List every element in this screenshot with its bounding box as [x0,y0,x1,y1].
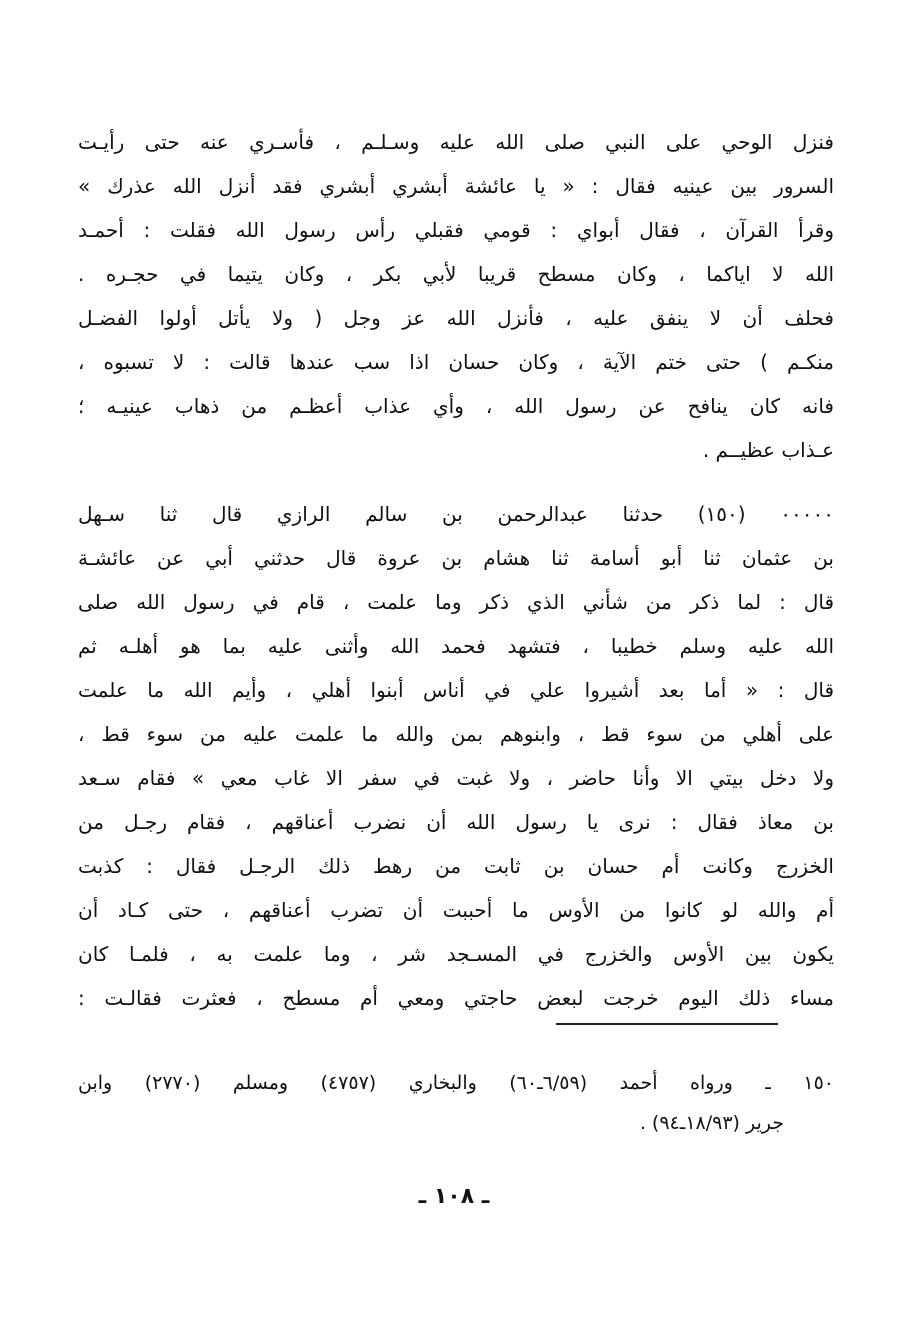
text-line: يكون بين الأوس والخزرج في المسـجد شر ، وما علمت به ، فلمـا كان [78,942,834,966]
text-line: الخزرج وكانت أم حسان بن ثابت من رهط ذلك الرجـل فقال : كذبت [78,854,834,878]
text-line: ولا دخل بيتي الا وأنا حاضر ، ولا غبت في سفر الا غاب معي » فقام سـعد [78,766,834,790]
text-line: عـذاب عظيــم . [702,438,834,462]
text-line: قال : لما ذكر من شأني الذي ذكر وما علمت ، قام في رسول الله صلى [78,590,834,614]
paragraph-1 [78,120,834,472]
text-line: بن عثمان ثنا أبو أسامة ثنا هشام بن عروة قال حدثني أبي عن عائشـة [78,546,834,570]
text-line: الله عليه وسلم خطيبا ، فتشهد فحمد الله وأثنى عليه بما هو أهلـه ثم [78,634,834,658]
footnote-divider [556,1023,778,1025]
text-line: ٠٠٠٠٠ (١٥٠) حدثنا عبدالرحمن بن سالم الرازي قال ثنا سـهل [78,502,834,526]
text-line: أم والله لو كانوا من الأوس ما أحببت أن تضرب أعناقهم ، حتى كـاد أن [78,898,834,922]
text-line: مساء ذلك اليوم خرجت لبعض حاجتي ومعي أم مسطح ، فعثرت فقالـت : [78,986,834,1010]
text-line: بن معاذ فقال : نرى يا رسول الله أن نضرب أعناقهم ، فقام رجـل من [78,810,834,834]
text-line: الله لا اياكما ، وكان مسطح قريبا لأبي بكر ، وكان يتيما في حجـره . [78,262,834,286]
paragraph-2 [78,492,834,1020]
text-line: فانه كان ينافح عن رسول الله ، وأي عذاب أعظـم من ذهاب عينيـه ؛ [78,394,834,418]
text-line: السرور بين عينيه فقال : « يا عائشة أبشري أبشري فقد أنزل الله عذرك » [78,174,834,198]
text-line: فنزل الوحي على النبي صلى الله عليه وسـلـم ، فأسـري عنه حتى رأيـت [78,130,834,154]
text-line: منكـم ) حتى ختم الآية ، وكان حسان اذا سب عندها قالت : لا تسبوه ، [78,350,834,374]
text-line: على أهلي من سوء قط ، وابنوهم بمن والله ما علمت عليه من سوء قط ، [78,722,834,746]
footnote-line: جرير (١٨/٩٣ـ٩٤) . [639,1112,784,1134]
text-line: وقرأ القرآن ، فقال أبواي : قومي فقبلي رأس رسول الله فقلت : أحمـد [78,218,834,242]
footnote [78,1063,834,1143]
text-line: قال : « أما بعد أشيروا علي في أناس أبنوا أهلي ، وأيم الله ما علمت [78,678,834,702]
page-number: ـ ١٠٨ ـ [418,1184,490,1209]
text-line: فحلف أن لا ينفق عليه ، فأنزل الله عز وجل ( ولا يأتل أولوا الفضـل [78,306,834,330]
footnote-line: ١٥٠ ـ ورواه أحمد (٦/٥٩ـ٦٠) والبخاري (٤٧٥٧) ومسلم (٢٧٧٠) وابن [78,1072,834,1094]
